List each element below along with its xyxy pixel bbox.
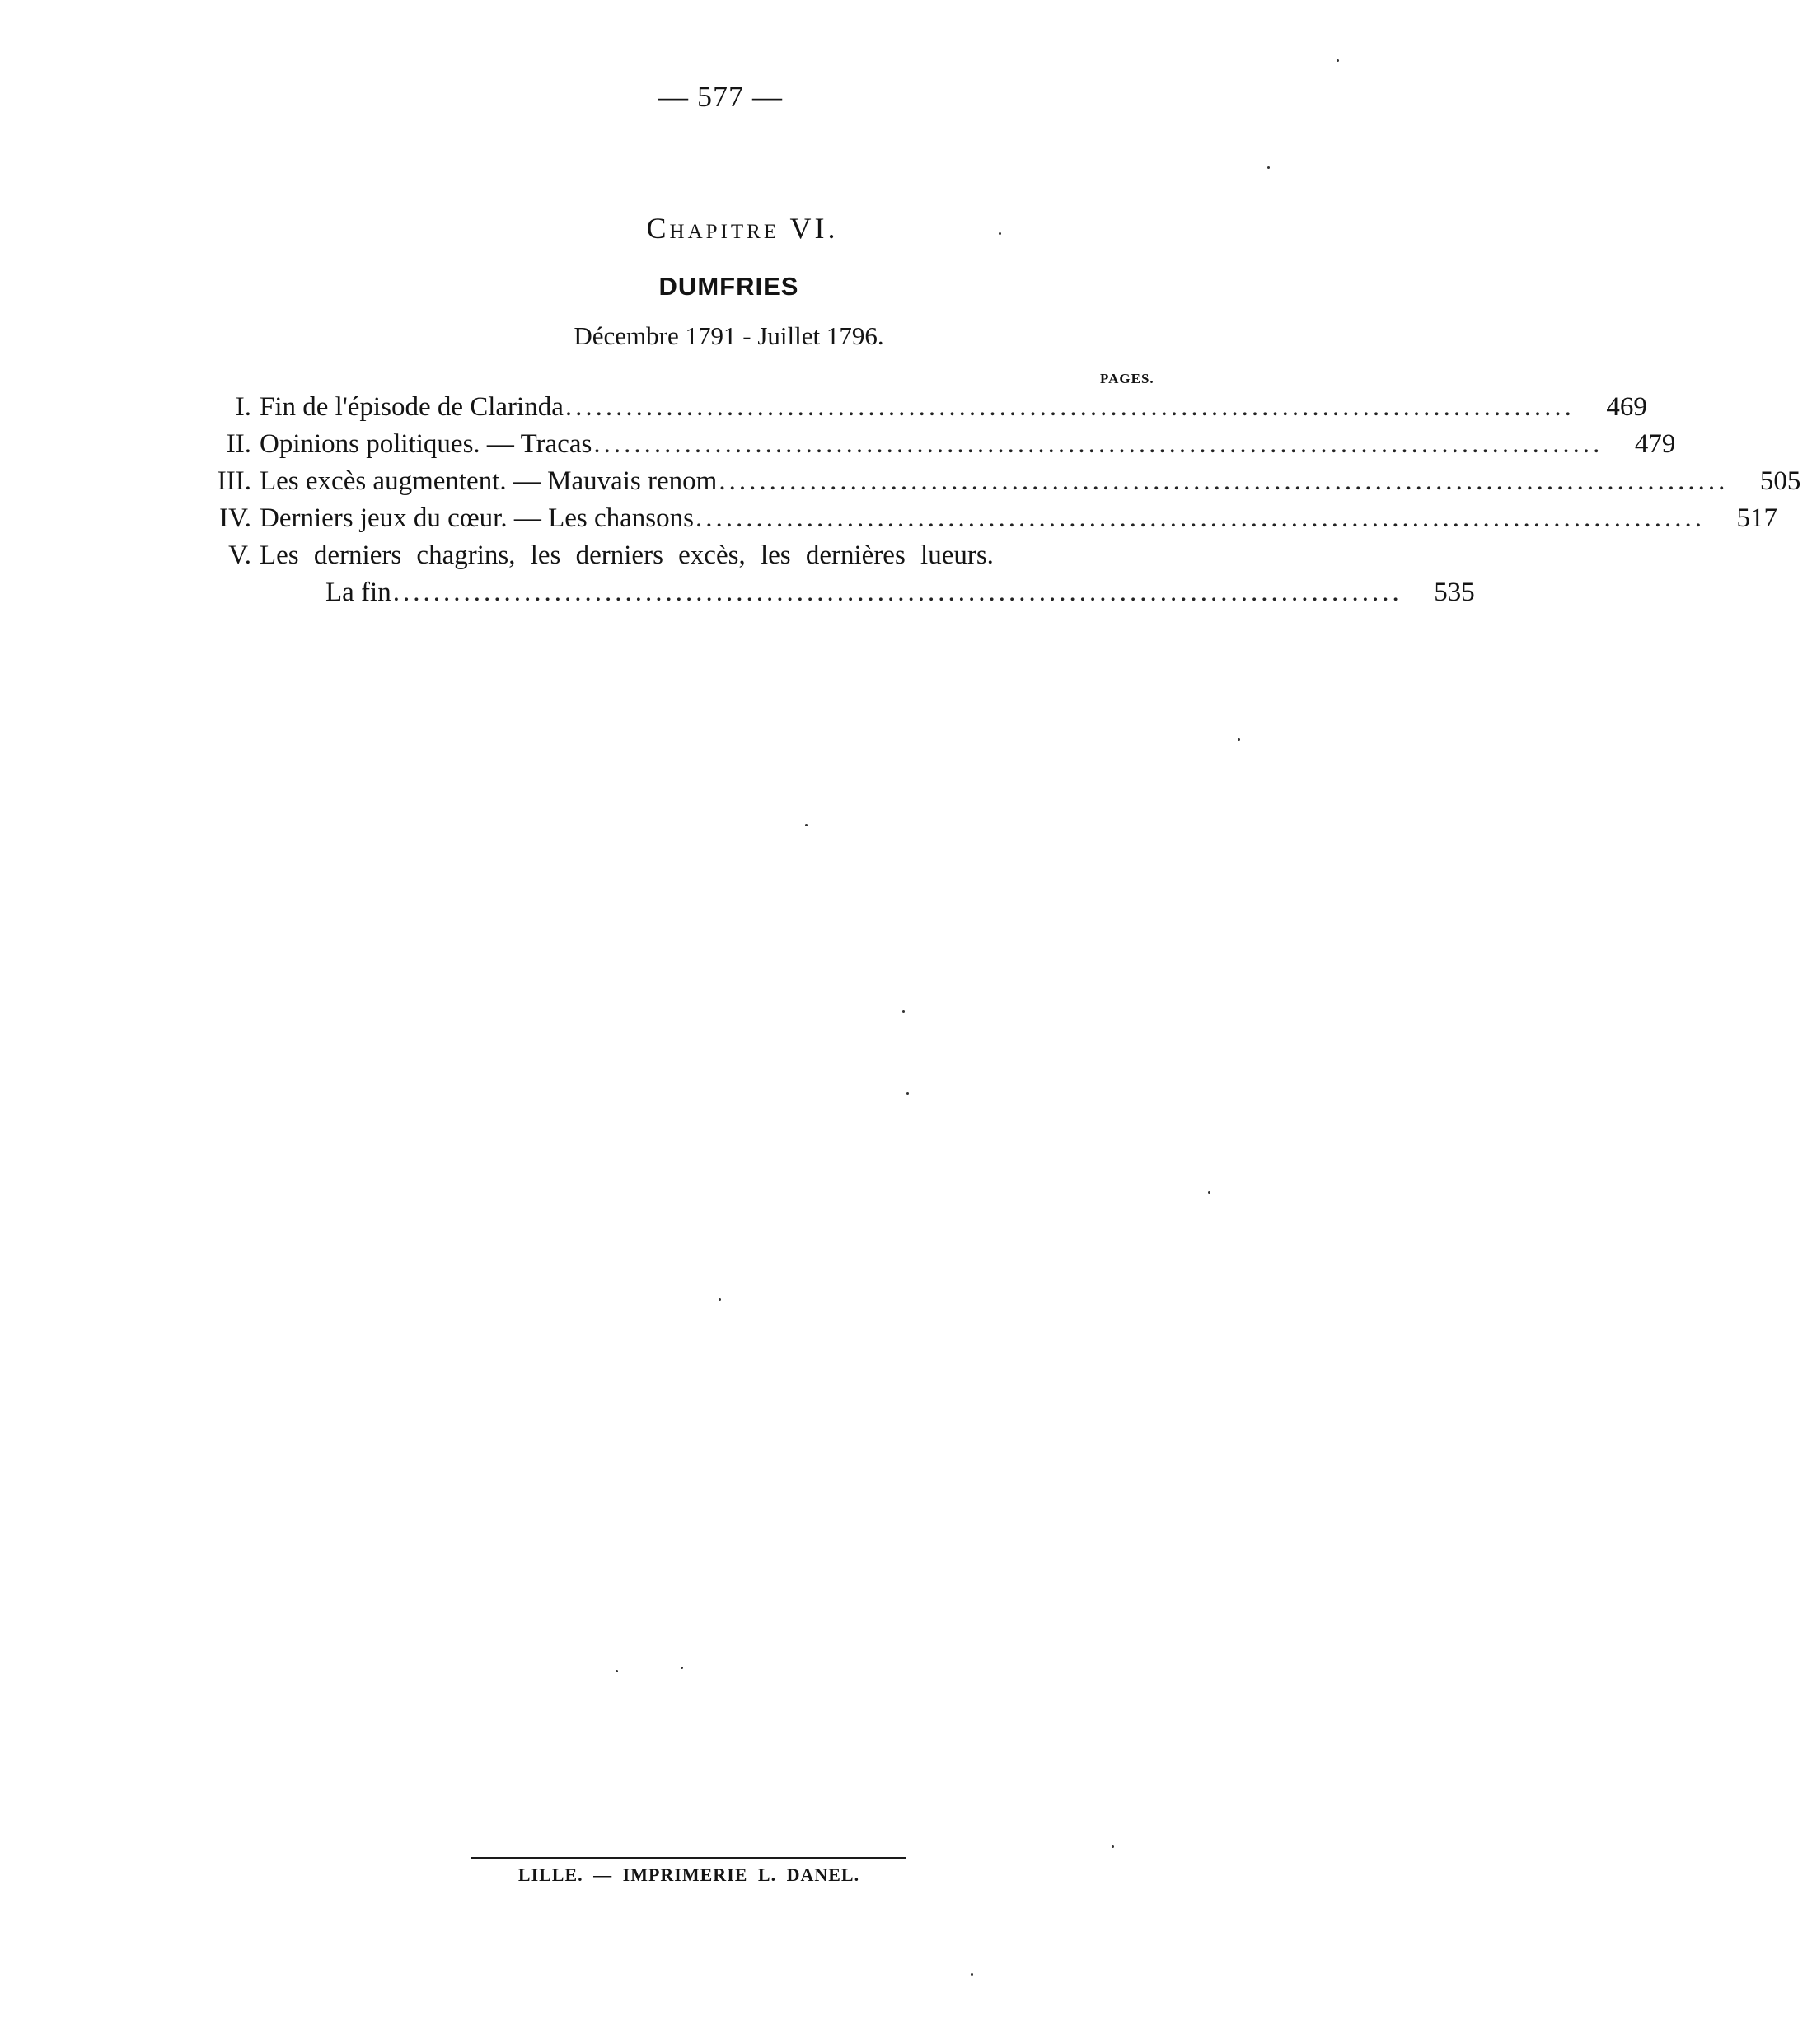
toc-entry [190,500,1777,537]
toc-entry-page: 505 [1759,466,1801,496]
page-number: — 577 — [658,80,783,113]
dot-leader: .................................................................................................... [593,429,1604,459]
toc-entry [190,537,1170,574]
scan-speck [719,1298,721,1301]
toc-entry-number: V. [228,540,251,570]
toc-entry-number: IV. [219,503,251,533]
scan-speck [616,1670,618,1672]
scan-speck [1267,166,1270,169]
toc-entry-page: 469 [1606,392,1647,422]
scan-speck [1208,1191,1210,1194]
chapter-dates: Décembre 1791 - Juillet 1796. [574,321,884,350]
toc-entry-page: 479 [1634,429,1676,459]
toc-entry-title: Les excès augmentent. — Mauvais renom [260,466,718,496]
dot-leader: .................................................................................................... [564,392,1575,422]
scan-speck [906,1092,909,1095]
printer-imprint: LILLE. — IMPRIMERIE L. DANEL. [517,1864,860,1885]
toc-entry-title-continuation: La fin [325,578,391,607]
toc-entry [190,463,1801,500]
dot-leader: .................................................................................................... [695,503,1705,533]
scan-speck [971,1973,973,1976]
toc-entry [190,426,1676,463]
dot-leader: .................................................................................................... [392,578,1402,607]
dot-leader: .................................................................................................... [719,466,1729,496]
table-of-contents [190,389,1801,611]
scan-speck [902,1010,905,1013]
toc-entry-title: Derniers jeux du cœur. — Les chansons [260,503,694,533]
scan-speck [1238,738,1240,741]
scan-speck [999,232,1001,235]
toc-entry-title: Opinions politiques. — Tracas [260,429,592,459]
toc-entry-continuation [190,574,1475,611]
toc-entry-title: Les derniers chagrins, les derniers excès, les dernières lueurs. [260,540,994,570]
pages-column-header: PAGES. [1100,371,1154,386]
toc-entry-page: 517 [1736,503,1777,533]
toc-entry-number: I. [235,392,251,422]
scan-speck [1337,59,1339,62]
chapter-title: DUMFRIES [658,272,799,301]
toc-entry-number: III. [217,466,251,496]
toc-entry-title: Fin de l'épisode de Clarinda [260,392,564,422]
scan-speck [805,824,808,826]
toc-entry-page: 535 [1434,578,1475,607]
chapter-heading: Chapitre VI. [646,212,839,245]
toc-entry [190,389,1647,426]
scan-speck [1112,1845,1114,1848]
footer-rule [471,1857,906,1859]
toc-entry-number: II. [226,429,251,459]
scan-speck [681,1667,683,1669]
